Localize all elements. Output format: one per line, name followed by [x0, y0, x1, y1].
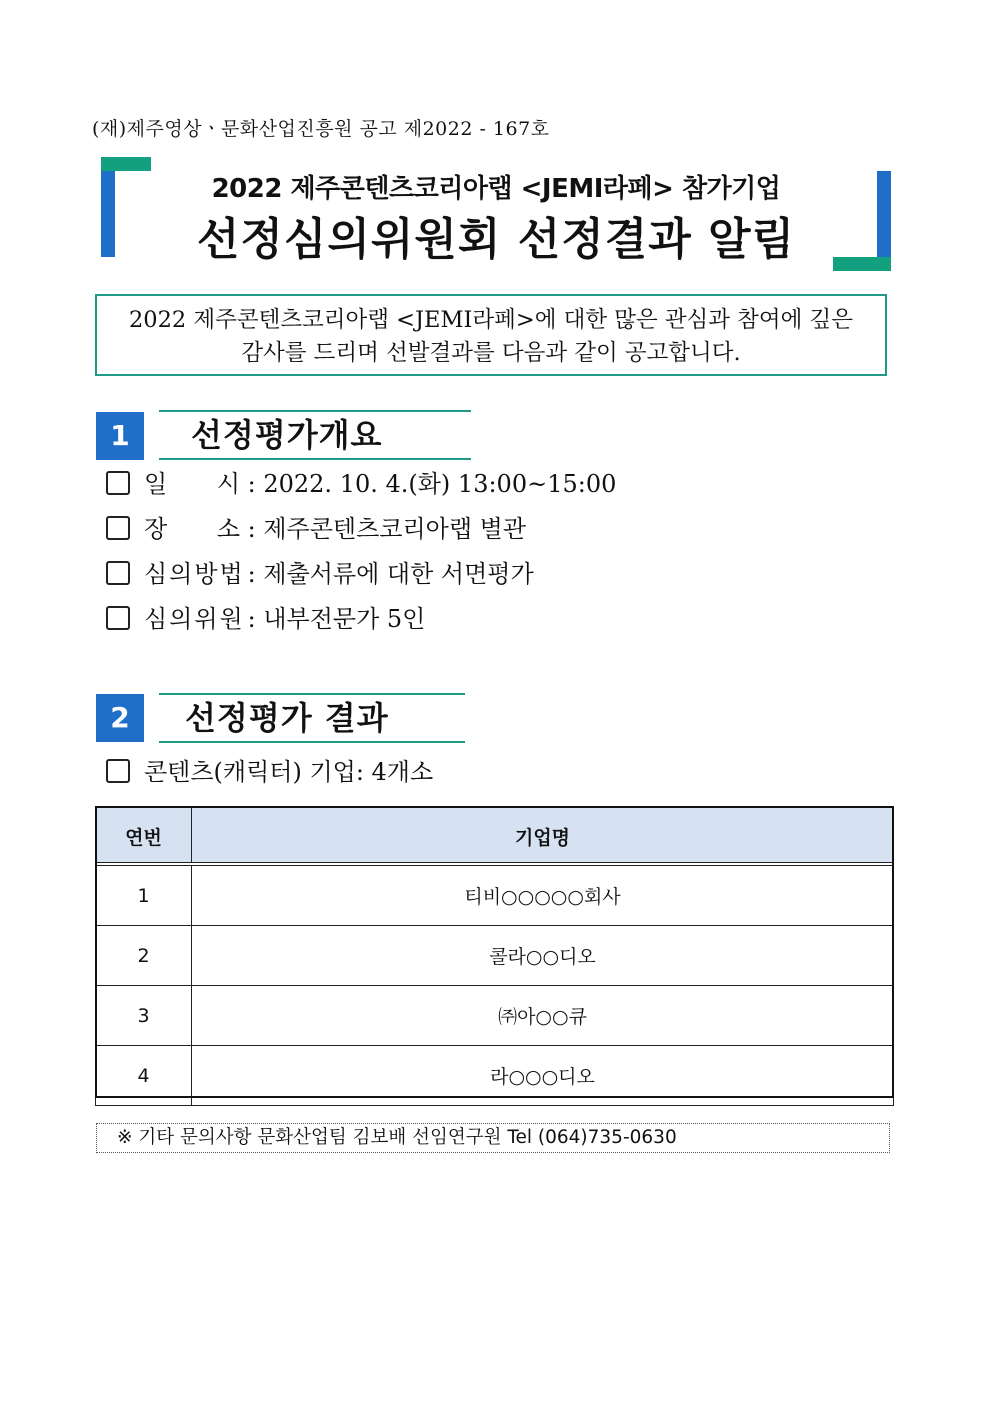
title-line-1: 2022 제주콘텐츠코리아랩 <JEMI라페> 참가기업	[211, 174, 781, 204]
table-header-row	[96, 807, 894, 866]
cell-no: 4	[96, 1046, 192, 1106]
header-no: 연번	[96, 807, 192, 866]
bracket-top-left-vertical	[101, 171, 115, 257]
checkbox-icon	[106, 759, 130, 783]
table-row	[96, 866, 894, 926]
result-table	[95, 806, 894, 1106]
result-item	[106, 755, 433, 789]
checkbox-icon	[106, 561, 130, 585]
item-value: : 내부전문가 5인	[247, 605, 426, 633]
intro-box	[95, 294, 887, 376]
item-label: 장 소	[144, 515, 240, 543]
item-value: : 2022. 10. 4.(화) 13:00~15:00	[247, 470, 617, 498]
section2-title: 선정평가 결과	[159, 693, 465, 743]
bracket-top-left-horizontal	[101, 157, 151, 171]
overview-item-date	[106, 467, 616, 501]
overview-item-committee	[106, 602, 425, 636]
header-company: 기업명	[192, 807, 894, 866]
intro-line-2: 감사를 드리며 선발결과를 다음과 같이 공고합니다.	[241, 340, 741, 366]
intro-line-1: 2022 제주콘텐츠코리아랩 <JEMI라페>에 대한 많은 관심과 참여에 깊은	[128, 307, 854, 333]
section1-title: 선정평가개요	[159, 410, 471, 460]
overview-item-place	[106, 512, 526, 546]
item-value: : 제주콘텐츠코리아랩 별관	[247, 515, 527, 543]
item-value: : 제출서류에 대한 서면평가	[247, 560, 534, 588]
overview-item-method	[106, 557, 534, 591]
table-row	[96, 926, 894, 986]
result-item-text: 콘텐츠(캐릭터) 기업: 4개소	[144, 758, 434, 786]
table-row	[96, 986, 894, 1046]
cell-no: 3	[96, 986, 192, 1046]
checkbox-icon	[106, 606, 130, 630]
bracket-bottom-right-vertical	[877, 171, 891, 257]
cell-company: ㈜아○○큐	[192, 986, 894, 1046]
section2-number: 2	[96, 694, 144, 742]
checkbox-icon	[106, 471, 130, 495]
cell-company: 라○○○디오	[192, 1046, 894, 1106]
notice-number: (재)제주영상ㆍ문화산업진흥원 공고 제2022 - 167호	[92, 118, 550, 140]
checkbox-icon	[106, 516, 130, 540]
header-double-rule	[95, 862, 894, 866]
title-line-2: 선정심의위원회 선정결과 알림	[196, 214, 796, 265]
item-label: 심의위원	[144, 605, 245, 633]
contact-info: ※ 기타 문의사항 문화산업팀 김보배 선임연구원 Tel (064)735-0630	[96, 1123, 890, 1153]
cell-no: 2	[96, 926, 192, 986]
item-label: 심의방법	[144, 560, 245, 588]
cell-company: 티비○○○○○회사	[192, 866, 894, 926]
cell-no: 1	[96, 866, 192, 926]
table-row	[96, 1046, 894, 1106]
item-label: 일 시	[144, 470, 240, 498]
section1-number: 1	[96, 412, 144, 460]
cell-company: 콜라○○디오	[192, 926, 894, 986]
